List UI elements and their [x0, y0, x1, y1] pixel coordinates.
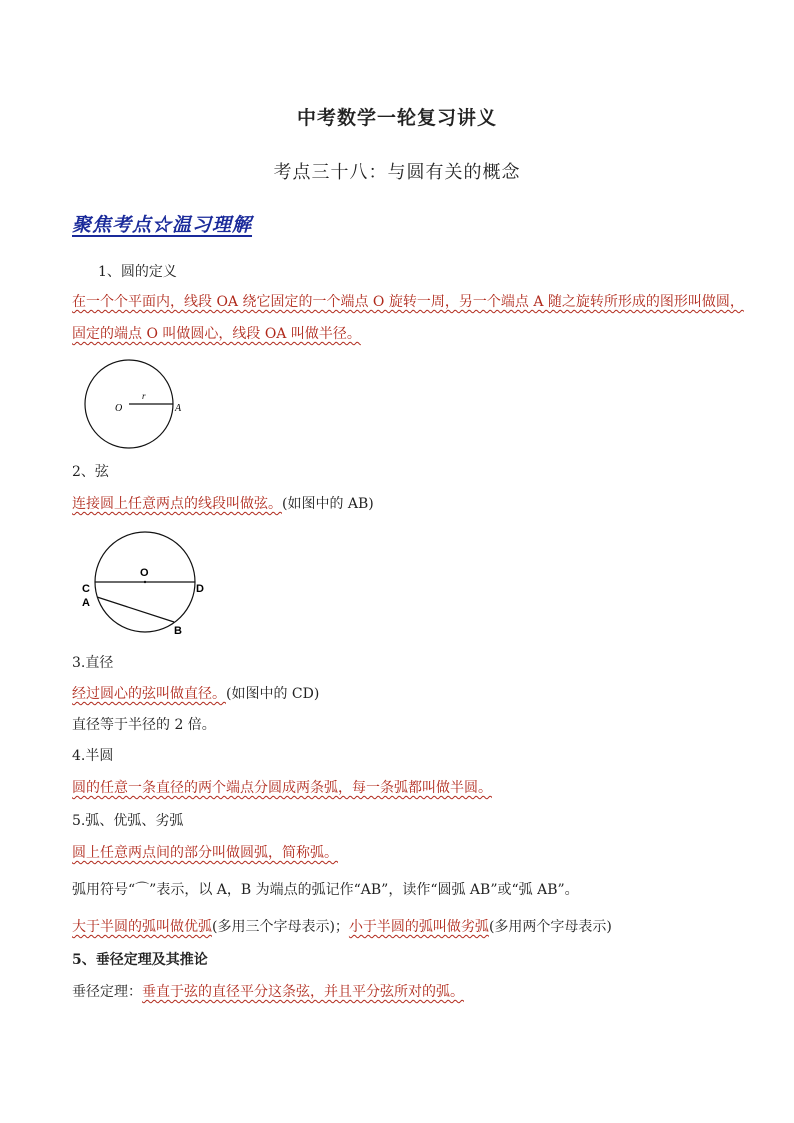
- label-a: A: [82, 597, 90, 609]
- label-a: A: [175, 403, 182, 414]
- chord-definition-main: 连接圆上任意两点的线段叫做弦。: [72, 496, 282, 512]
- chord-definition: [72, 494, 374, 514]
- arc-definition: 圆上任意两点间的部分叫做圆弧，简称弧。: [72, 845, 338, 861]
- label-c: C: [82, 583, 90, 595]
- label-r: r: [142, 391, 146, 401]
- chord-diameter-figure: [76, 530, 211, 638]
- label-o: O: [115, 403, 123, 414]
- diameter-heading: 3.直径: [72, 655, 114, 671]
- major-arc-note: (多用三个字母表示)；: [212, 919, 349, 935]
- circle-definition-line2: 固定的端点 O 叫做圆心，线段 OA 叫做半径。: [72, 326, 361, 342]
- diameter-definition-main: 经过圆心的弦叫做直径。: [72, 686, 226, 702]
- major-minor-arc: [72, 917, 612, 937]
- circle-definition-heading: 1、圆的定义: [98, 264, 177, 280]
- semicircle-heading: 4.半圆: [72, 748, 114, 764]
- theorem-label: 垂径定理：: [72, 984, 142, 1000]
- theorem: [72, 982, 464, 1002]
- arc-heading: 5.弧、优弧、劣弧: [72, 813, 184, 829]
- theorem-heading: 5、垂径定理及其推论: [72, 952, 208, 968]
- label-b: B: [174, 625, 182, 637]
- minor-arc-main: 小于半圆的弧叫做劣弧: [348, 919, 489, 935]
- theorem-text: 垂直于弦的直径平分这条弦，并且平分弦所对的弧。: [142, 984, 464, 1000]
- arc-notation: 弧用符号“⌒”表示，以 A，B 为端点的弧记作“AB”，读作“圆弧 AB”或“弧 AB”。: [72, 882, 579, 898]
- diameter-fact: 直径等于半径的 2 倍。: [72, 717, 216, 733]
- minor-arc-note: (多用两个字母表示): [488, 919, 612, 935]
- center-point: [144, 581, 146, 583]
- major-arc-main: 大于半圆的弧叫做优弧: [72, 919, 212, 935]
- diameter-definition: [72, 684, 319, 704]
- label-d: D: [196, 583, 204, 595]
- chord-ab-line: [97, 597, 174, 622]
- label-o: O: [140, 567, 149, 579]
- section-heading: 聚焦考点☆温习理解: [72, 214, 253, 236]
- page-title: 中考数学一轮复习讲义: [296, 107, 497, 129]
- page-subtitle: 考点三十八：与圆有关的概念: [273, 162, 521, 183]
- diameter-definition-note: (如图中的 CD): [226, 686, 320, 702]
- chord-definition-note: (如图中的 AB): [282, 496, 374, 512]
- circle-radius-figure: [80, 358, 190, 450]
- semicircle-definition: 圆的任意一条直径的两个端点分圆成两条弧，每一条弧都叫做半圆。: [72, 780, 492, 796]
- circle-definition-line1: 在一个个平面内，线段 OA 绕它固定的一个端点 O 旋转一周，另一个端点 A 随之旋转所形成的图形叫做圆，: [72, 294, 744, 310]
- chord-heading: 2、弦: [72, 464, 109, 480]
